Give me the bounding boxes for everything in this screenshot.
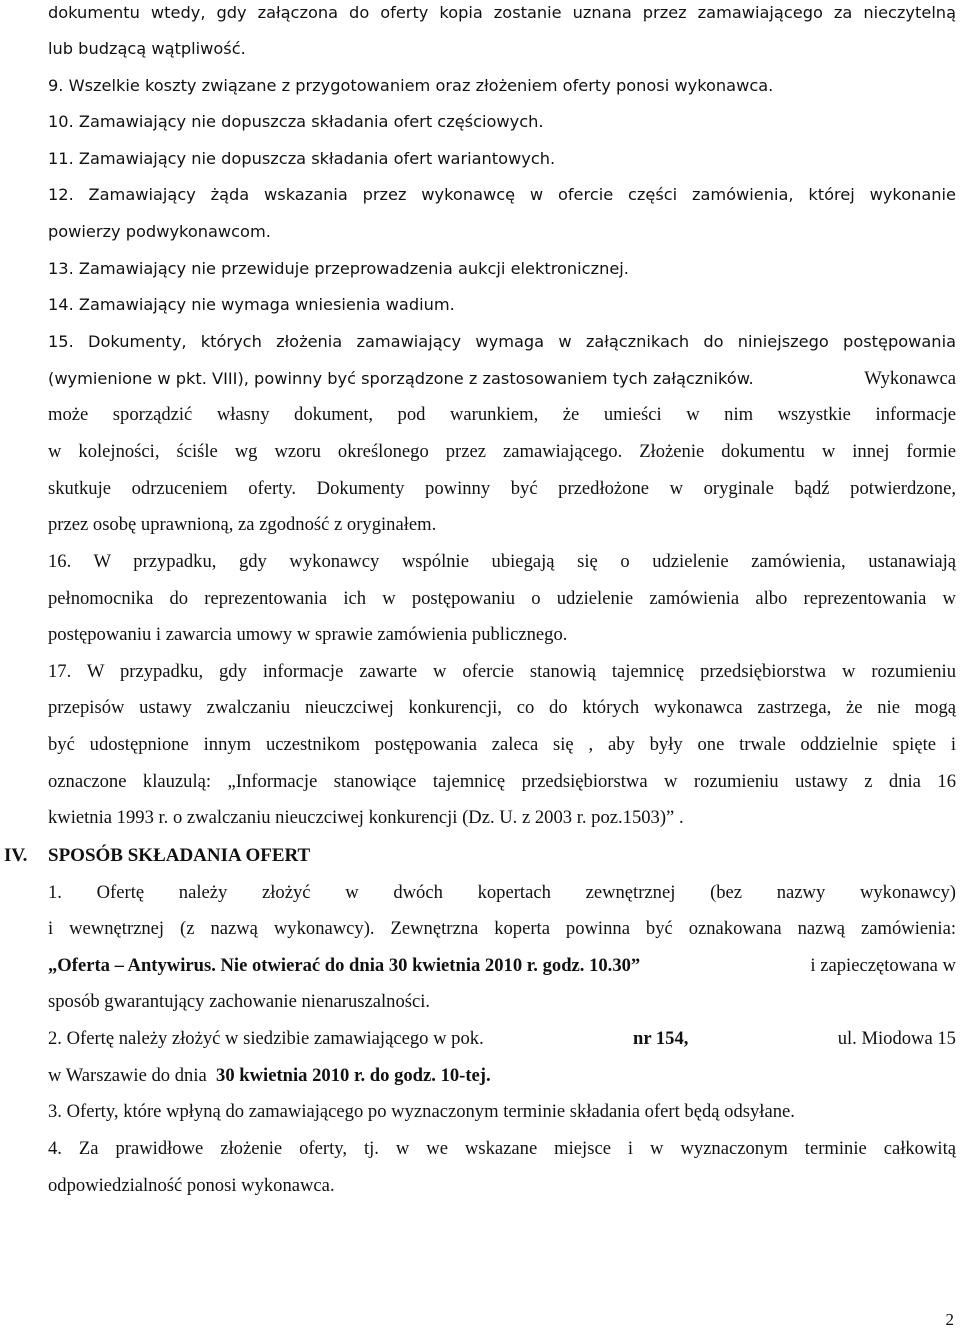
text-line: być udostępnione innym uczestnikom postępowania zaleca się , aby były one trwale oddzielnie spięte i <box>48 734 956 755</box>
list-item-15: 15. Dokumenty, których złożenia zamawiający wymaga w załącznikach do niniejszego postępowania <box>48 332 956 351</box>
list-item-9: 9. Wszelkie koszty związane z przygotowaniem oraz złożeniem oferty ponosi wykonawca. <box>48 76 774 95</box>
text-line: w kolejności, ściśle wg wzoru określonego przez zamawiającego. Złożenie dokumentu w innej formie <box>48 441 956 462</box>
section-title: SPOSÓB SKŁADANIA OFERT <box>48 845 311 866</box>
list-item-11: 11. Zamawiający nie dopuszcza składania ofert wariantowych. <box>48 149 556 168</box>
text-fragment: 2. Ofertę należy złożyć w siedzibie zamawiającego w pok. <box>48 1028 484 1049</box>
text-line: przez osobę uprawnioną, za zgodność z oryginałem. <box>48 514 437 535</box>
text-fragment: i zapieczętowana w <box>810 955 956 976</box>
list-item-10: 10. Zamawiający nie dopuszcza składania ofert częściowych. <box>48 112 544 131</box>
envelope-label: „Oferta – Antywirus. Nie otwierać do dnia 30 kwietnia 2010 r. godz. 10.30” <box>48 955 641 976</box>
text-line <box>48 1065 491 1087</box>
page-number: 2 <box>945 1310 954 1329</box>
text-line: kwietnia 1993 r. o zwalczaniu nieuczciwej konkurencji (Dz. U. z 2003 r. poz.1503)” . <box>48 807 684 828</box>
text-line: powierzy podwykonawcom. <box>48 222 271 241</box>
text-line: skutkuje odrzuceniem oferty. Dokumenty powinny być przedłożone w oryginale bądź potwierdzone, <box>48 478 956 499</box>
text-line: lub budzącą wątpliwość. <box>48 39 246 58</box>
deadline: 30 kwietnia 2010 r. do godz. 10-tej. <box>216 1065 491 1086</box>
text-line-mixed <box>48 955 956 977</box>
text-fragment-sans: (wymienione w pkt. VIII), powinny być sporządzone z zastosowaniem tych załączników. <box>48 369 754 388</box>
text-line: sposób gwarantujący zachowanie nienaruszalności. <box>48 991 431 1012</box>
text-line: pełnomocnika do reprezentowania ich w postępowaniu o udzielenie zamówienia albo reprezentowania w <box>48 588 956 609</box>
offer-item-4: 4. Za prawidłowe złożenie oferty, tj. w we wskazane miejsce i w wyznaczonym terminie całkowitą <box>48 1138 956 1159</box>
list-item-12: 12. Zamawiający żąda wskazania przez wykonawcę w ofercie części zamówienia, której wykonanie <box>48 185 956 204</box>
section-number: IV. <box>4 845 28 866</box>
room-number: nr 154, <box>632 1028 689 1049</box>
text-fragment: ul. Miodowa 15 <box>837 1028 956 1049</box>
list-item-13: 13. Zamawiający nie przewiduje przeprowadzenia aukcji elektronicznej. <box>48 259 629 278</box>
section-heading <box>4 845 310 867</box>
offer-item-2 <box>48 1028 956 1050</box>
text-line: i wewnętrznej (z nazwą wykonawcy). Zewnętrzna koperta powinna być oznakowana nazwą zamówienia: <box>48 918 956 939</box>
text-line: przepisów ustawy zwalczaniu nieuczciwej konkurencji, co do których wykonawca zastrzega, że nie mogą <box>48 697 956 718</box>
offer-item-3: 3. Oferty, które wpłyną do zamawiającego po wyznaczonym terminie składania ofert będą odsyłane. <box>48 1101 795 1122</box>
text-line-mixed <box>48 368 956 390</box>
text-line: odpowiedzialność ponosi wykonawca. <box>48 1175 335 1196</box>
text-line: może sporządzić własny dokument, pod warunkiem, że umieści w nim wszystkie informacje <box>48 404 956 425</box>
text-line: postępowaniu i zawarcia umowy w sprawie zamówienia publicznego. <box>48 624 568 645</box>
list-item-14: 14. Zamawiający nie wymaga wniesienia wadium. <box>48 295 455 314</box>
text-line: dokumentu wtedy, gdy załączona do oferty kopia zostanie uznana przez zamawiającego za nieczytelną <box>48 3 956 22</box>
text-line: oznaczone klauzulą: „Informacje stanowiące tajemnicę przedsiębiorstwa w rozumieniu ustawy z dnia 16 <box>48 771 956 792</box>
list-item-17: 17. W przypadku, gdy informacje zawarte w ofercie stanowią tajemnicę przedsiębiorstwa w rozumieniu <box>48 661 956 682</box>
text-fragment: w Warszawie do dnia <box>48 1065 217 1086</box>
list-item-16: 16. W przypadku, gdy wykonawcy wspólnie ubiegają się o udzielenie zamówienia, ustanawiają <box>48 551 956 572</box>
text-fragment-serif: Wykonawca <box>864 368 956 389</box>
offer-item-1: 1. Ofertę należy złożyć w dwóch kopertach zewnętrznej (bez nazwy wykonawcy) <box>48 882 956 903</box>
